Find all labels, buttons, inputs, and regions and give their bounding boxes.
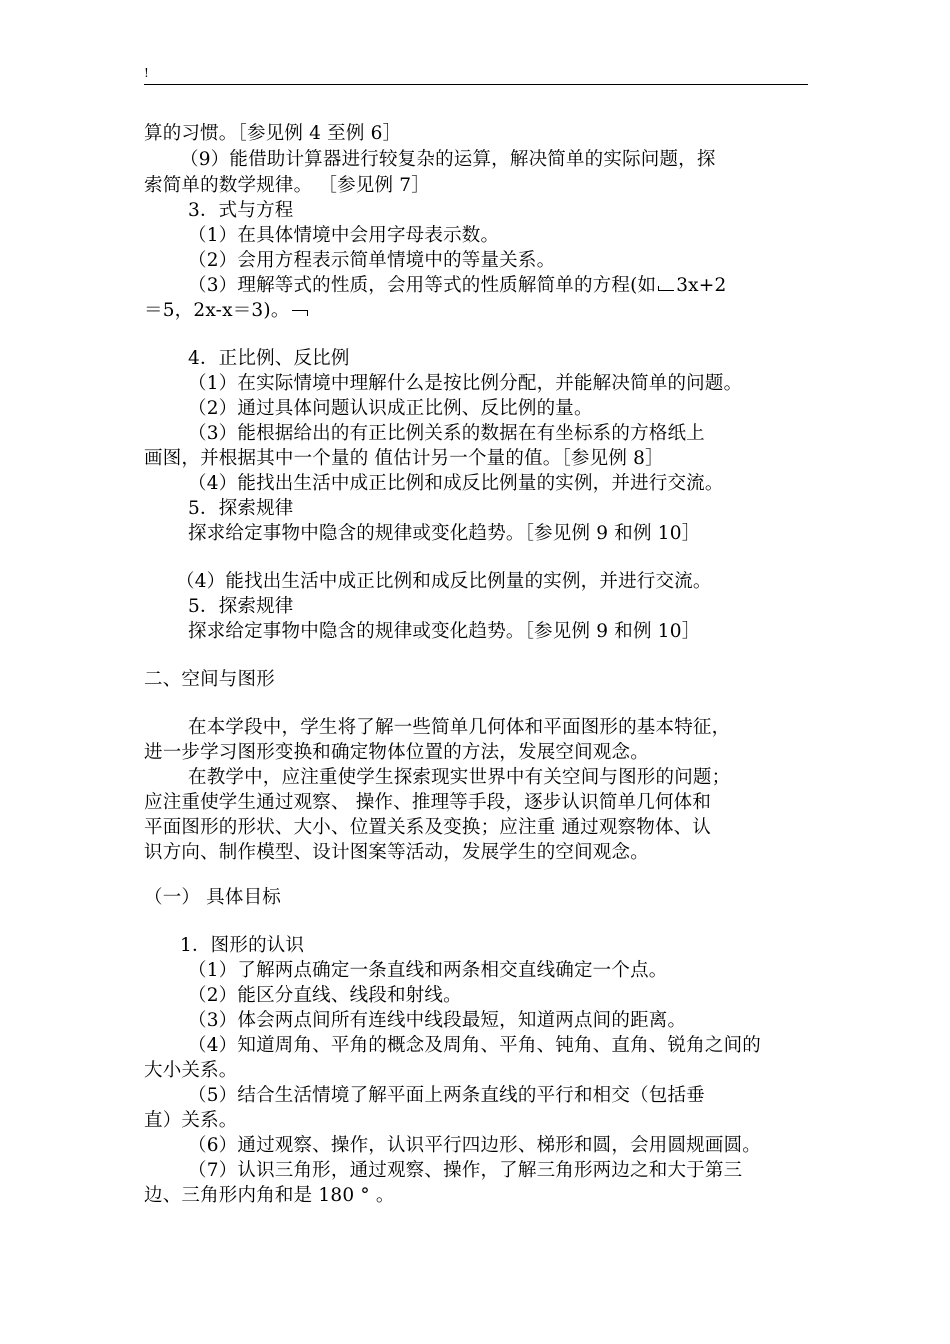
text-segment: （3）理解等式的性质，会用等式的性质解简单的方程(如 <box>188 275 657 296</box>
text-line: （2）会用方程表示简单情境中的等量关系。 <box>188 250 556 271</box>
open-bracket-mark <box>656 279 676 291</box>
text-line: （4）能找出生活中成正比例和成反比例量的实例，并进行交流。 <box>188 473 724 494</box>
section-heading: 1．图形的认识 <box>180 935 305 956</box>
text-line: 识方向、制作模型、设计图案等活动，发展学生的空间观念。 <box>144 842 649 863</box>
text-line: 画图，并根据其中一个量的 值估计另一个量的值。［参见例 8］ <box>144 448 664 469</box>
section-heading: 5．探索规律 <box>188 596 294 617</box>
close-bracket-mark <box>290 304 310 316</box>
text-line: （5）结合生活情境了解平面上两条直线的平行和相交（包括垂 <box>188 1085 705 1106</box>
text-line: 直）关系。 <box>144 1110 238 1131</box>
page-marker: ! <box>144 66 149 80</box>
text-segment: ＝5，2x-x＝3)。 <box>144 300 290 321</box>
text-line: （1）在具体情境中会用字母表示数。 <box>188 225 500 246</box>
text-line: 进一步学习图形变换和确定物体位置的方法，发展空间观念。 <box>144 742 649 763</box>
text-line: 算的习惯。［参见例 4 至例 6］ <box>144 123 402 144</box>
text-line: 在教学中，应注重使学生探索现实世界中有关空间与图形的问题； <box>188 767 731 788</box>
text-line: （1）了解两点确定一条直线和两条相交直线确定一个点。 <box>188 960 668 981</box>
text-line: （4）知道周角、平角的概念及周角、平角、钝角、直角、锐角之间的 <box>188 1035 761 1056</box>
text-line: 应注重使学生通过观察、 操作、推理等手段，逐步认识简单几何体和 <box>144 792 712 813</box>
text-line: 平面图形的形状、大小、位置关系及变换；应注重 通过观察物体、认 <box>144 817 712 838</box>
subsection-heading: （一） 具体目标 <box>144 887 281 908</box>
text-line: 在本学段中，学生将了解一些简单几何体和平面图形的基本特征， <box>188 717 731 738</box>
text-line: （1）在实际情境中理解什么是按比例分配，并能解决简单的问题。 <box>188 373 743 394</box>
text-line: 边、三角形内角和是 180 ° 。 <box>144 1185 395 1206</box>
section-heading: 3．式与方程 <box>188 200 294 221</box>
text-line <box>188 274 726 298</box>
header-rule <box>144 84 808 85</box>
chapter-heading: 二、空间与图形 <box>144 669 275 690</box>
text-line: （7）认识三角形，通过观察、操作，了解三角形两边之和大于第三 <box>188 1160 743 1181</box>
text-line: （6）通过观察、操作，认识平行四边形、梯形和圆，会用圆规画圆。 <box>188 1135 761 1156</box>
text-line: （3）体会两点间所有连线中线段最短，知道两点间的距离。 <box>188 1010 687 1031</box>
section-heading: 4．正比例、反比例 <box>188 348 350 369</box>
text-line: （2）能区分直线、线段和射线。 <box>188 985 462 1006</box>
text-line: （2）通过具体问题认识成正比例、反比例的量。 <box>188 398 593 419</box>
text-line: （3）能根据给出的有正比例关系的数据在有坐标系的方格纸上 <box>188 423 705 444</box>
text-line <box>144 299 310 323</box>
text-segment: 3x+2 <box>676 275 727 296</box>
section-heading: 5．探索规律 <box>188 498 294 519</box>
text-line: （9）能借助计算器进行较复杂的运算，解决简单的实际问题，探 <box>180 149 716 170</box>
text-line: 大小关系。 <box>144 1060 238 1081</box>
text-line: 索简单的数学规律。 ［参见例 7］ <box>144 175 430 196</box>
text-line: 探求给定事物中隐含的规律或变化趋势。［参见例 9 和例 10］ <box>188 523 701 544</box>
text-line: 探求给定事物中隐含的规律或变化趋势。［参见例 9 和例 10］ <box>188 621 701 642</box>
text-line: （4）能找出生活中成正比例和成反比例量的实例，并进行交流。 <box>176 571 712 592</box>
